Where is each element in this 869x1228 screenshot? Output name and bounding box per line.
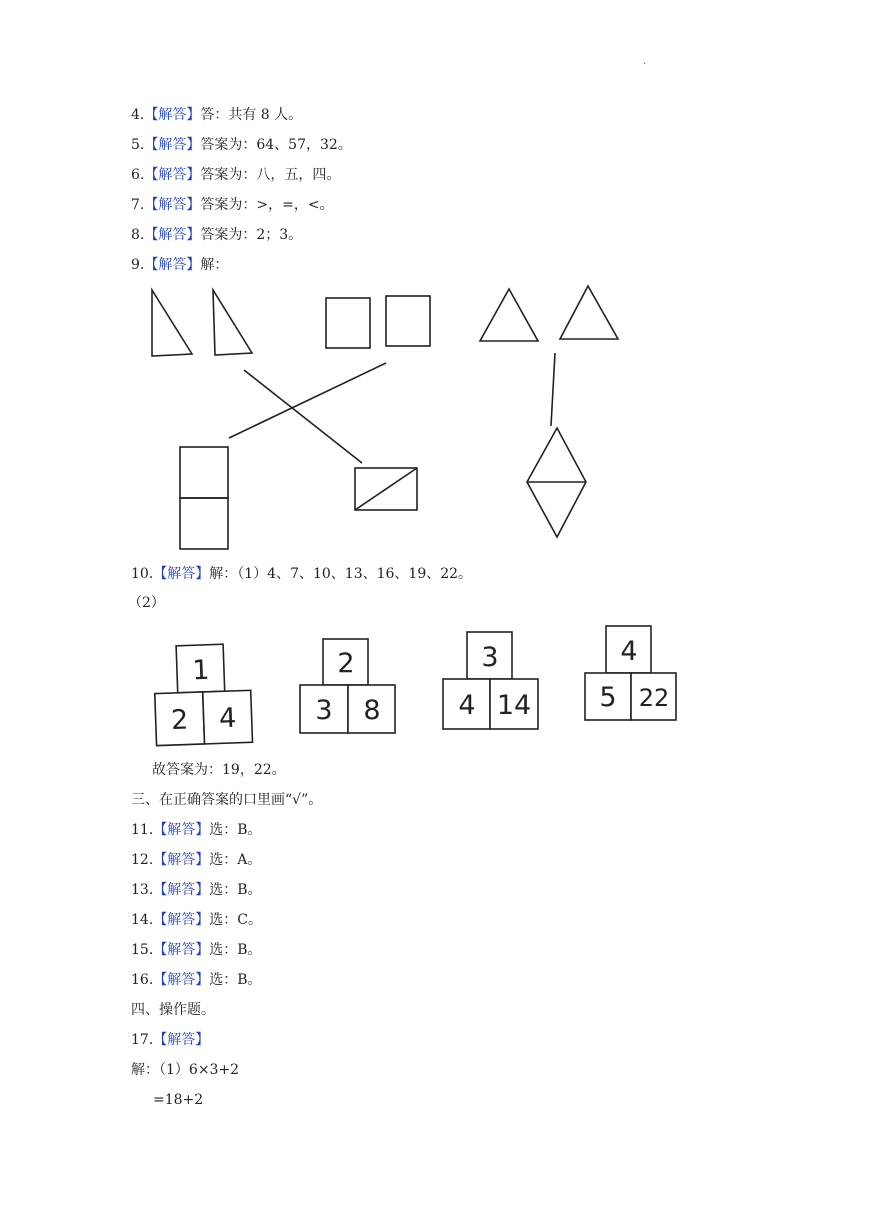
answer-number: 16. xyxy=(131,972,154,988)
answer-number: 4. xyxy=(131,107,145,123)
answer-number: 10. xyxy=(131,566,154,582)
answer-7 xyxy=(131,195,334,215)
answer-text: 选：B。 xyxy=(209,882,262,898)
answer-9 xyxy=(131,255,228,275)
answer-14 xyxy=(131,910,262,930)
answer-5 xyxy=(131,135,352,155)
box-2-right: 8 xyxy=(363,695,381,726)
rectangle-diagonal xyxy=(355,468,417,510)
answer-text: 解：（1）4、7、10、13、16、19、22。 xyxy=(209,566,473,582)
stacked-squares-top xyxy=(180,447,228,498)
answer-8 xyxy=(131,225,302,245)
answer-11 xyxy=(131,820,262,840)
box-4-top: 4 xyxy=(620,636,638,667)
answer-number: 11. xyxy=(131,822,154,838)
answer-text: 选：B。 xyxy=(209,972,262,988)
answer-text: 答：共有 8 人。 xyxy=(200,107,303,123)
answer-tag: 【解答】 xyxy=(153,942,210,958)
triangle-2 xyxy=(560,286,618,339)
answer-tag: 【解答】 xyxy=(153,852,210,868)
answer-15 xyxy=(131,940,262,960)
answer-text: 解： xyxy=(200,257,229,273)
answer-tag: 【解答】 xyxy=(144,257,201,273)
box-3-top: 3 xyxy=(481,642,499,673)
number-boxes-figure xyxy=(150,620,690,755)
right-triangle-2 xyxy=(213,290,252,355)
answer-tag: 【解答】 xyxy=(144,167,201,183)
answer-number: 12. xyxy=(131,852,154,868)
answer-17-step-2: =18+2 xyxy=(153,1092,204,1108)
answer-tag: 【解答】 xyxy=(153,882,210,898)
stacked-squares-bottom xyxy=(180,498,228,549)
shape-matching-figure xyxy=(140,280,640,560)
answer-17-step-1: 解：（1）6×3+2 xyxy=(131,1062,240,1078)
answer-text: 答案为：64、57，32。 xyxy=(200,137,352,153)
answer-tag: 【解答】 xyxy=(153,1032,210,1048)
box-2-top: 2 xyxy=(337,648,355,679)
match-line-3 xyxy=(551,353,555,426)
answer-text: 选：C。 xyxy=(209,912,262,928)
section-4-heading: 四、操作题。 xyxy=(131,1002,215,1018)
answer-12 xyxy=(131,850,261,870)
answer-text: 选：B。 xyxy=(209,822,262,838)
answer-number: 17. xyxy=(131,1032,154,1048)
answer-tag: 【解答】 xyxy=(153,822,210,838)
answer-tag: 【解答】 xyxy=(144,137,201,153)
answer-number: 15. xyxy=(131,942,154,958)
header-mark: . xyxy=(643,56,647,67)
answer-number: 9. xyxy=(131,257,145,273)
match-line-2 xyxy=(229,363,386,438)
box-1-top: 1 xyxy=(191,654,211,687)
square-1 xyxy=(326,298,370,348)
box-4-right: 22 xyxy=(638,684,670,712)
triangle-1 xyxy=(480,289,538,341)
answer-4 xyxy=(131,105,302,125)
answer-text: 选：A。 xyxy=(209,852,262,868)
answer-text: 选：B。 xyxy=(209,942,262,958)
answer-number: 5. xyxy=(131,137,145,153)
answer-13 xyxy=(131,880,262,900)
answer-10-conclusion: 故答案为：19，22。 xyxy=(152,762,286,778)
match-line-1 xyxy=(244,370,362,463)
square-2 xyxy=(386,296,430,346)
box-2-left: 3 xyxy=(315,695,333,726)
answer-tag: 【解答】 xyxy=(144,197,201,213)
box-3-left: 4 xyxy=(458,690,476,721)
answer-number: 13. xyxy=(131,882,154,898)
box-4-left: 5 xyxy=(599,682,617,713)
box-1-left: 2 xyxy=(170,704,189,737)
answer-16 xyxy=(131,970,262,990)
answer-6 xyxy=(131,165,340,185)
section-3-heading: 三、在正确答案的口里画“√”。 xyxy=(131,792,323,808)
box-1-right: 4 xyxy=(218,702,237,735)
answer-text: 答案为：>，=，<。 xyxy=(200,197,334,213)
answer-17 xyxy=(131,1030,209,1050)
answer-number: 6. xyxy=(131,167,145,183)
answer-tag: 【解答】 xyxy=(144,107,201,123)
answer-10-part-2: （2） xyxy=(128,595,165,611)
answer-text: 答案为：2；3。 xyxy=(200,227,303,243)
answer-tag: 【解答】 xyxy=(144,227,201,243)
answer-number: 7. xyxy=(131,197,145,213)
box-3-right: 14 xyxy=(496,690,532,721)
answer-tag: 【解答】 xyxy=(153,912,210,928)
answer-tag: 【解答】 xyxy=(153,972,210,988)
answer-10 xyxy=(131,564,472,584)
answer-number: 8. xyxy=(131,227,145,243)
right-triangle-1 xyxy=(152,290,192,356)
answer-tag: 【解答】 xyxy=(153,566,210,582)
answer-number: 14. xyxy=(131,912,154,928)
answer-text: 答案为：八，五，四。 xyxy=(200,167,341,183)
